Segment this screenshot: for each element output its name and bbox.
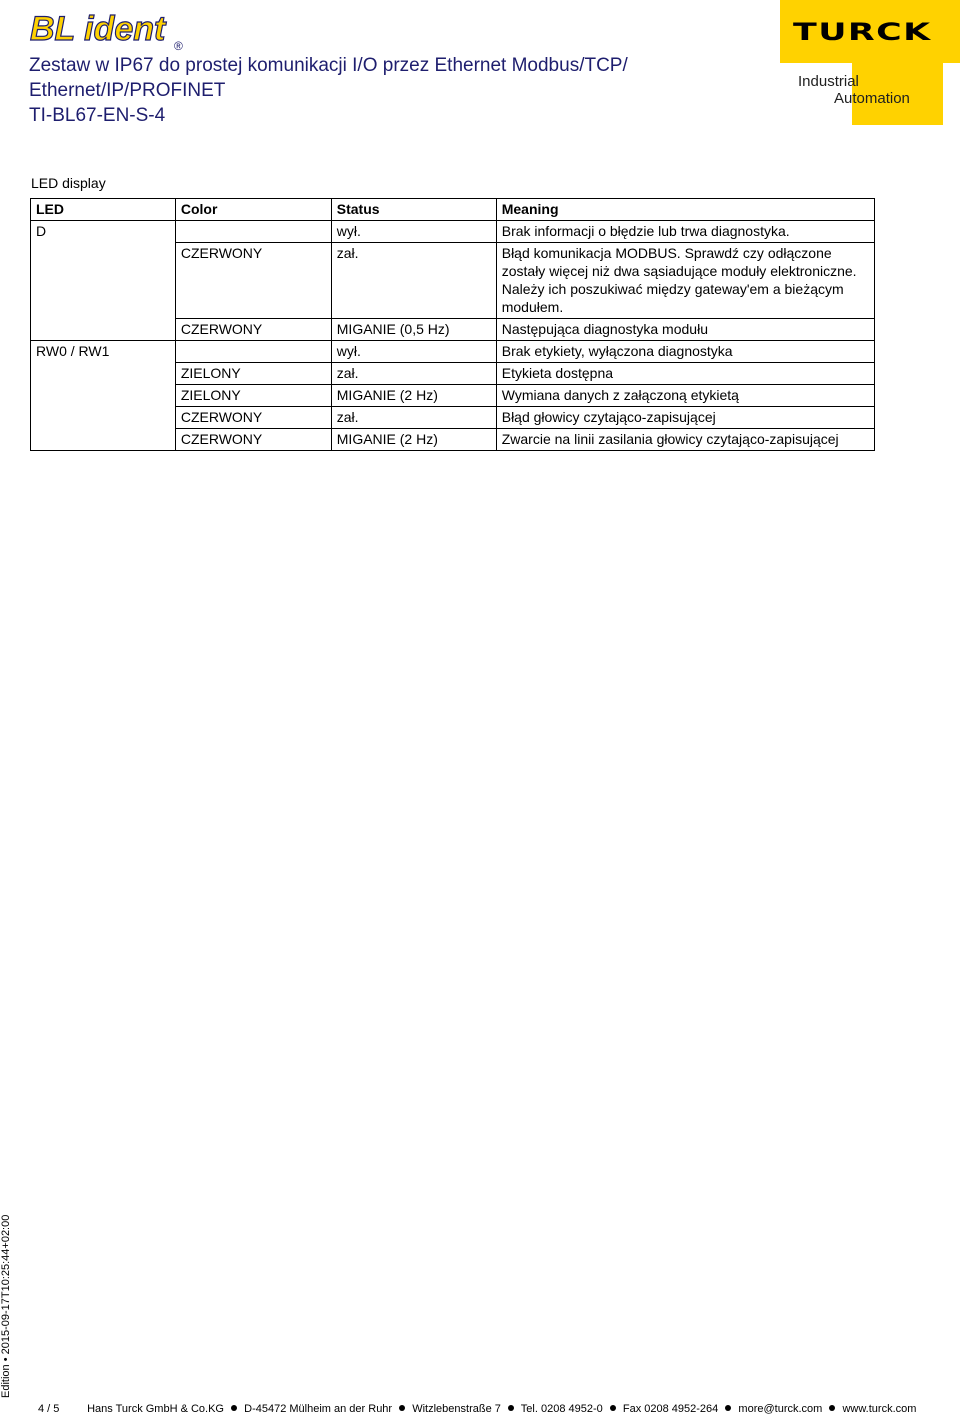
cell-status: MIGANIE (2 Hz) — [331, 429, 496, 451]
title-line-2: Ethernet/IP/PROFINET — [29, 80, 226, 101]
edition-stamp: Edition • 2015-09-17T10:25:44+02:00 — [0, 1214, 12, 1398]
cell-led — [31, 385, 176, 407]
footer-fax: Fax 0208 4952-264 — [622, 1403, 719, 1415]
title-line-1: Zestaw w IP67 do prostej komunikacji I/O przez Ethernet Modbus/TCP/ — [29, 55, 628, 76]
footer-website: www.turck.com — [842, 1403, 917, 1415]
cell-meaning: Błąd komunikacja MODBUS. Sprawdź czy odłączone zostały więcej niż dwa sąsiadujące moduły elektroniczne. Należy ich poszukiwać między gateway'em a bieżącym modułem. — [496, 243, 874, 319]
cell-led — [31, 243, 176, 319]
header-meaning: Meaning — [496, 199, 874, 221]
cell-meaning: Następująca diagnostyka modułu — [496, 319, 874, 341]
cell-status: wył. — [331, 221, 496, 243]
page-footer — [38, 1403, 916, 1415]
document-title — [29, 53, 628, 128]
turck-logo-text: TURCK — [793, 18, 932, 46]
cell-meaning: Wymiana danych z załączoną etykietą — [496, 385, 874, 407]
cell-led — [31, 407, 176, 429]
footer-phone: Tel. 0208 4952-0 — [520, 1403, 603, 1415]
section-title: LED display — [31, 175, 106, 191]
cell-status: zał. — [331, 363, 496, 385]
cell-led: RW0 / RW1 — [31, 341, 176, 363]
blident-logo-text: BL ident — [30, 10, 166, 48]
cell-status: wył. — [331, 341, 496, 363]
cell-status: MIGANIE (2 Hz) — [331, 385, 496, 407]
table-row — [31, 243, 875, 319]
footer-email: more@turck.com — [738, 1403, 823, 1415]
cell-status: zał. — [331, 243, 496, 319]
cell-color: CZERWONY — [175, 429, 331, 451]
blident-logo — [28, 4, 188, 54]
cell-led — [31, 319, 176, 341]
cell-led — [31, 429, 176, 451]
bullet-icon — [829, 1405, 835, 1411]
cell-status: zał. — [331, 407, 496, 429]
cell-led: D — [31, 221, 176, 243]
header-color: Color — [175, 199, 331, 221]
footer-company: Hans Turck GmbH & Co.KG — [87, 1403, 224, 1415]
table-row — [31, 385, 875, 407]
cell-color: ZIELONY — [175, 385, 331, 407]
bullet-icon — [231, 1405, 237, 1411]
bullet-icon — [399, 1405, 405, 1411]
table-row — [31, 429, 875, 451]
industrial-automation-tagline — [798, 73, 910, 107]
tagline-line-2: Automation — [834, 90, 910, 107]
cell-color: ZIELONY — [175, 363, 331, 385]
cell-led — [31, 363, 176, 385]
table-row — [31, 341, 875, 363]
table-row — [31, 221, 875, 243]
header-led: LED — [31, 199, 176, 221]
cell-meaning: Brak informacji o błędzie lub trwa diagnostyka. — [496, 221, 874, 243]
registered-mark-icon: ® — [174, 39, 183, 53]
tagline-line-1: Industrial — [798, 73, 859, 90]
header-status: Status — [331, 199, 496, 221]
bullet-icon — [508, 1405, 514, 1411]
page-number: 4 / 5 — [38, 1403, 60, 1415]
cell-status: MIGANIE (0,5 Hz) — [331, 319, 496, 341]
title-line-3: TI-BL67-EN-S-4 — [29, 105, 166, 126]
footer-street: Witzlebenstraße 7 — [412, 1403, 501, 1415]
cell-meaning: Błąd głowicy czytająco-zapisującej — [496, 407, 874, 429]
cell-meaning: Brak etykiety, wyłączona diagnostyka — [496, 341, 874, 363]
bullet-icon — [610, 1405, 616, 1411]
table-row — [31, 407, 875, 429]
bullet-icon — [725, 1405, 731, 1411]
table-header-row — [31, 199, 875, 221]
cell-meaning: Zwarcie na linii zasilania głowicy czytająco-zapisującej — [496, 429, 874, 451]
cell-color: CZERWONY — [175, 243, 331, 319]
table-row — [31, 319, 875, 341]
cell-color: CZERWONY — [175, 319, 331, 341]
table-row — [31, 363, 875, 385]
cell-color — [175, 221, 331, 243]
cell-color — [175, 341, 331, 363]
cell-meaning: Etykieta dostępna — [496, 363, 874, 385]
cell-color: CZERWONY — [175, 407, 331, 429]
footer-city: D-45472 Mülheim an der Ruhr — [244, 1403, 393, 1415]
led-table — [30, 198, 875, 451]
